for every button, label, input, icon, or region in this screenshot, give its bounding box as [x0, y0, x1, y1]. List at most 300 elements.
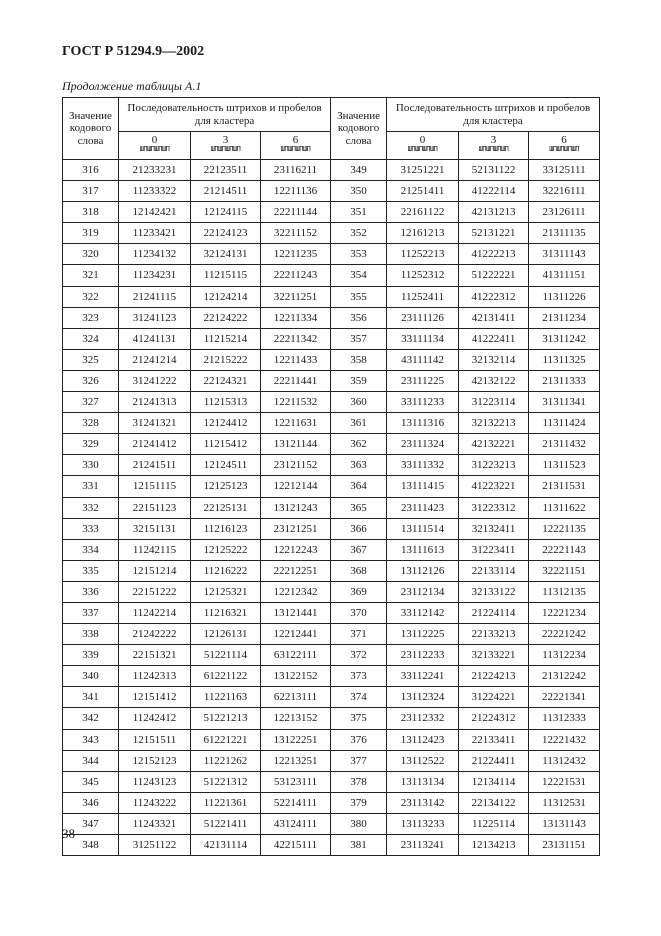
sequence-cell: 22161122	[387, 202, 459, 223]
codeword-cell: 326	[63, 370, 119, 391]
sequence-cell: 12212144	[261, 476, 331, 497]
sequence-cell: 31241222	[119, 370, 191, 391]
sequence-cell: 22212251	[261, 560, 331, 581]
sequence-cell: 12211433	[261, 349, 331, 370]
sequence-cell: 21311432	[529, 434, 600, 455]
cluster-0-right: 0 ШПШПШПШП	[387, 132, 459, 160]
codeword-cell: 336	[63, 581, 119, 602]
codeword-cell: 365	[331, 497, 387, 518]
sequence-cell: 22221341	[529, 687, 600, 708]
sequence-cell: 33111134	[387, 328, 459, 349]
sequence-cell: 31224221	[459, 687, 529, 708]
codeword-cell: 363	[331, 455, 387, 476]
sequence-cell: 32216111	[529, 181, 600, 202]
codeword-cell: 316	[63, 160, 119, 181]
sequence-cell: 21224411	[459, 750, 529, 771]
sequence-cell: 12211631	[261, 413, 331, 434]
page-number: 38	[62, 826, 75, 841]
sequence-cell: 52214111	[261, 792, 331, 813]
table-row	[63, 539, 600, 560]
table-row	[63, 771, 600, 792]
sequence-cell: 23112332	[387, 708, 459, 729]
codeword-cell: 375	[331, 708, 387, 729]
sequence-cell: 42131411	[459, 307, 529, 328]
sequence-cell: 31251221	[387, 160, 459, 181]
sequence-cell: 33112241	[387, 666, 459, 687]
table-row	[63, 792, 600, 813]
codeword-cell: 354	[331, 265, 387, 286]
sequence-cell: 13122251	[261, 729, 331, 750]
sequence-cell: 21241313	[119, 392, 191, 413]
table-row	[63, 687, 600, 708]
sequence-cell: 13121441	[261, 602, 331, 623]
table-row	[63, 202, 600, 223]
codeword-cell: 358	[331, 349, 387, 370]
sequence-cell: 22151222	[119, 581, 191, 602]
sequence-cell: 23116211	[261, 160, 331, 181]
sequence-cell: 12212441	[261, 624, 331, 645]
codeword-cell: 381	[331, 835, 387, 856]
sequence-cell: 12134114	[459, 771, 529, 792]
codeword-cell: 320	[63, 244, 119, 265]
sequence-cell: 33111332	[387, 455, 459, 476]
codeword-cell: 325	[63, 349, 119, 370]
table-header-row	[63, 98, 600, 132]
sequence-cell: 21241412	[119, 434, 191, 455]
sequence-cell: 32132114	[459, 349, 529, 370]
table-row	[63, 160, 600, 181]
sequence-cell: 42215111	[261, 835, 331, 856]
sequence-cell: 22124222	[191, 307, 261, 328]
sequence-cell: 12211532	[261, 392, 331, 413]
sequence-cell: 11216222	[191, 560, 261, 581]
header-codeword-right: Значение кодового слова	[331, 98, 387, 160]
sequence-cell: 13112324	[387, 687, 459, 708]
sequence-cell: 11312531	[529, 792, 600, 813]
sequence-cell: 12221234	[529, 602, 600, 623]
sequence-cell: 42132221	[459, 434, 529, 455]
codeword-cell: 328	[63, 413, 119, 434]
sequence-cell: 11311226	[529, 286, 600, 307]
table-row	[63, 328, 600, 349]
sequence-cell: 11215313	[191, 392, 261, 413]
sequence-cell: 12134213	[459, 835, 529, 856]
sequence-cell: 63122111	[261, 645, 331, 666]
codeword-cell: 350	[331, 181, 387, 202]
sequence-cell: 13113233	[387, 813, 459, 834]
sequence-cell: 21224312	[459, 708, 529, 729]
sequence-cell: 11312432	[529, 750, 600, 771]
codeword-cell: 340	[63, 666, 119, 687]
sequence-cell: 32211251	[261, 286, 331, 307]
sequence-cell: 22211243	[261, 265, 331, 286]
sequence-cell: 21214511	[191, 181, 261, 202]
sequence-cell: 23131151	[529, 835, 600, 856]
codeword-cell: 330	[63, 455, 119, 476]
codeword-cell: 346	[63, 792, 119, 813]
codeword-cell: 335	[63, 560, 119, 581]
sequence-cell: 53123111	[261, 771, 331, 792]
sequence-cell: 21215222	[191, 349, 261, 370]
table-body	[63, 160, 600, 856]
table-row	[63, 413, 600, 434]
codeword-cell: 329	[63, 434, 119, 455]
sequence-cell: 12126131	[191, 624, 261, 645]
sequence-cell: 11242412	[119, 708, 191, 729]
codeword-cell: 332	[63, 497, 119, 518]
codeword-cell: 359	[331, 370, 387, 391]
sequence-cell: 61221122	[191, 666, 261, 687]
table-row	[63, 392, 600, 413]
sequence-cell: 12125321	[191, 581, 261, 602]
sequence-cell: 11215214	[191, 328, 261, 349]
codeword-cell: 374	[331, 687, 387, 708]
sequence-cell: 31223312	[459, 497, 529, 518]
codeword-cell: 379	[331, 792, 387, 813]
table-row	[63, 602, 600, 623]
sequence-cell: 11311424	[529, 413, 600, 434]
sequence-cell: 32133122	[459, 581, 529, 602]
sequence-cell: 12125123	[191, 476, 261, 497]
sequence-cell: 12124412	[191, 413, 261, 434]
sequence-cell: 23126111	[529, 202, 600, 223]
codeword-cell: 331	[63, 476, 119, 497]
sequence-cell: 11252411	[387, 286, 459, 307]
sequence-cell: 12124214	[191, 286, 261, 307]
sequence-cell: 12151115	[119, 476, 191, 497]
codeword-cell: 341	[63, 687, 119, 708]
codeword-cell: 357	[331, 328, 387, 349]
sequence-cell: 22221143	[529, 539, 600, 560]
sequence-cell: 12151412	[119, 687, 191, 708]
sequence-cell: 52131122	[459, 160, 529, 181]
sequence-cell: 13111415	[387, 476, 459, 497]
codeword-cell: 323	[63, 307, 119, 328]
sequence-cell: 13112423	[387, 729, 459, 750]
sequence-cell: 12125222	[191, 539, 261, 560]
sequence-cell: 12212342	[261, 581, 331, 602]
sequence-cell: 22211342	[261, 328, 331, 349]
table-row	[63, 560, 600, 581]
sequence-cell: 22151321	[119, 645, 191, 666]
sequence-cell: 23111324	[387, 434, 459, 455]
codeword-cell: 339	[63, 645, 119, 666]
codeword-cell: 371	[331, 624, 387, 645]
codeword-cell: 347	[63, 813, 119, 834]
sequence-cell: 22151123	[119, 497, 191, 518]
sequence-cell: 22211441	[261, 370, 331, 391]
sequence-cell: 11252312	[387, 265, 459, 286]
codeword-cell: 356	[331, 307, 387, 328]
codeword-cell: 368	[331, 560, 387, 581]
sequence-cell: 13112126	[387, 560, 459, 581]
sequence-cell: 12211136	[261, 181, 331, 202]
sequence-cell: 13112225	[387, 624, 459, 645]
sequence-cell: 11252213	[387, 244, 459, 265]
sequence-cell: 51221114	[191, 645, 261, 666]
cluster-3-right: 3 ШПШПШПШП	[459, 132, 529, 160]
table-row	[63, 708, 600, 729]
sequence-cell: 11216321	[191, 602, 261, 623]
sequence-cell: 11221262	[191, 750, 261, 771]
sequence-cell: 51221213	[191, 708, 261, 729]
codeword-cell: 349	[331, 160, 387, 181]
sequence-cell: 12152123	[119, 750, 191, 771]
sequence-cell: 52131221	[459, 223, 529, 244]
table-row	[63, 645, 600, 666]
codeword-cell: 376	[331, 729, 387, 750]
table-row	[63, 181, 600, 202]
table-row	[63, 349, 600, 370]
sequence-cell: 42132122	[459, 370, 529, 391]
codeword-cell: 353	[331, 244, 387, 265]
sequence-cell: 42131213	[459, 202, 529, 223]
codeword-table	[62, 97, 600, 856]
sequence-cell: 21241511	[119, 455, 191, 476]
sequence-cell: 33111233	[387, 392, 459, 413]
codeword-cell: 333	[63, 518, 119, 539]
sequence-cell: 22125131	[191, 497, 261, 518]
codeword-cell: 344	[63, 750, 119, 771]
sequence-cell: 32133221	[459, 645, 529, 666]
header-codeword-left: Значение кодового слова	[63, 98, 119, 160]
sequence-cell: 31241123	[119, 307, 191, 328]
sequence-cell: 22134122	[459, 792, 529, 813]
codeword-cell: 348	[63, 835, 119, 856]
codeword-cell: 361	[331, 413, 387, 434]
codeword-cell: 321	[63, 265, 119, 286]
sequence-cell: 21311531	[529, 476, 600, 497]
sequence-cell: 21242222	[119, 624, 191, 645]
sequence-cell: 31311341	[529, 392, 600, 413]
sequence-cell: 32124131	[191, 244, 261, 265]
sequence-cell: 22133213	[459, 624, 529, 645]
sequence-cell: 12161213	[387, 223, 459, 244]
sequence-cell: 21311135	[529, 223, 600, 244]
codeword-cell: 318	[63, 202, 119, 223]
sequence-cell: 12213251	[261, 750, 331, 771]
table-row	[63, 835, 600, 856]
table-caption: Продолжение таблицы А.1	[62, 79, 202, 93]
table-row	[63, 434, 600, 455]
sequence-cell: 31251122	[119, 835, 191, 856]
table-row	[63, 624, 600, 645]
sequence-cell: 12221135	[529, 518, 600, 539]
codeword-cell: 319	[63, 223, 119, 244]
cluster-3-left: 3 ШПШПШПШП	[191, 132, 261, 160]
sequence-cell: 11243123	[119, 771, 191, 792]
table-row	[63, 455, 600, 476]
sequence-cell: 12151511	[119, 729, 191, 750]
codeword-cell: 345	[63, 771, 119, 792]
sequence-cell: 12124115	[191, 202, 261, 223]
codeword-cell: 355	[331, 286, 387, 307]
table-row	[63, 244, 600, 265]
sequence-cell: 22124321	[191, 370, 261, 391]
sequence-cell: 11242214	[119, 602, 191, 623]
sequence-cell: 22133114	[459, 560, 529, 581]
sequence-cell: 12221531	[529, 771, 600, 792]
sequence-cell: 31223411	[459, 539, 529, 560]
sequence-cell: 12212243	[261, 539, 331, 560]
sequence-cell: 23113241	[387, 835, 459, 856]
codeword-cell: 369	[331, 581, 387, 602]
sequence-cell: 21233231	[119, 160, 191, 181]
sequence-cell: 11225114	[459, 813, 529, 834]
codeword-cell: 367	[331, 539, 387, 560]
sequence-cell: 13121144	[261, 434, 331, 455]
sequence-cell: 22133411	[459, 729, 529, 750]
sequence-cell: 12151214	[119, 560, 191, 581]
sequence-cell: 32132411	[459, 518, 529, 539]
sequence-cell: 13131143	[529, 813, 600, 834]
sequence-cell: 23111126	[387, 307, 459, 328]
sequence-cell: 11312135	[529, 581, 600, 602]
sequence-cell: 11234231	[119, 265, 191, 286]
sequence-cell: 13113134	[387, 771, 459, 792]
header-sequence-right: Последовательность штрихов и пробелов для кластера	[387, 98, 600, 132]
table-row	[63, 476, 600, 497]
sequence-cell: 41222114	[459, 181, 529, 202]
codeword-cell: 366	[331, 518, 387, 539]
sequence-cell: 41222312	[459, 286, 529, 307]
sequence-cell: 31223213	[459, 455, 529, 476]
codeword-cell: 317	[63, 181, 119, 202]
table-row	[63, 581, 600, 602]
sequence-cell: 21241214	[119, 349, 191, 370]
sequence-cell: 22123511	[191, 160, 261, 181]
sequence-cell: 12221432	[529, 729, 600, 750]
sequence-cell: 21224213	[459, 666, 529, 687]
sequence-cell: 22211144	[261, 202, 331, 223]
sequence-cell: 12211334	[261, 307, 331, 328]
sequence-cell: 41222411	[459, 328, 529, 349]
cluster-6-left: 6 ШПШПШПШП	[261, 132, 331, 160]
document-title: ГОСТ Р 51294.9—2002	[62, 44, 205, 59]
sequence-cell: 11221361	[191, 792, 261, 813]
sequence-cell: 21311333	[529, 370, 600, 391]
sequence-cell: 12211235	[261, 244, 331, 265]
sequence-cell: 51222221	[459, 265, 529, 286]
table-row	[63, 286, 600, 307]
sequence-cell: 31241321	[119, 413, 191, 434]
table-row	[63, 813, 600, 834]
codeword-cell: 364	[331, 476, 387, 497]
sequence-cell: 32221151	[529, 560, 600, 581]
sequence-cell: 51221312	[191, 771, 261, 792]
codeword-cell: 351	[331, 202, 387, 223]
sequence-cell: 21224114	[459, 602, 529, 623]
header-sequence-left: Последовательность штрихов и пробелов для кластера	[119, 98, 331, 132]
sequence-cell: 31311143	[529, 244, 600, 265]
table-row	[63, 518, 600, 539]
sequence-cell: 23121251	[261, 518, 331, 539]
sequence-cell: 11243321	[119, 813, 191, 834]
sequence-cell: 23112134	[387, 581, 459, 602]
table-row	[63, 729, 600, 750]
codeword-cell: 378	[331, 771, 387, 792]
sequence-cell: 11311523	[529, 455, 600, 476]
codeword-cell: 380	[331, 813, 387, 834]
codeword-cell: 370	[331, 602, 387, 623]
codeword-cell: 377	[331, 750, 387, 771]
sequence-cell: 13112522	[387, 750, 459, 771]
sequence-cell: 13111316	[387, 413, 459, 434]
codeword-cell: 338	[63, 624, 119, 645]
sequence-cell: 23111225	[387, 370, 459, 391]
table-row	[63, 265, 600, 286]
sequence-cell: 51221411	[191, 813, 261, 834]
table-row	[63, 307, 600, 328]
sequence-cell: 41222213	[459, 244, 529, 265]
sequence-cell: 11242115	[119, 539, 191, 560]
codeword-cell: 360	[331, 392, 387, 413]
sequence-cell: 12142421	[119, 202, 191, 223]
sequence-cell: 43124111	[261, 813, 331, 834]
sequence-cell: 32151131	[119, 518, 191, 539]
sequence-cell: 13111514	[387, 518, 459, 539]
sequence-cell: 13111613	[387, 539, 459, 560]
codeword-cell: 373	[331, 666, 387, 687]
codeword-cell: 322	[63, 286, 119, 307]
sequence-cell: 13122152	[261, 666, 331, 687]
sequence-cell: 11221163	[191, 687, 261, 708]
sequence-cell: 31223114	[459, 392, 529, 413]
sequence-cell: 61221221	[191, 729, 261, 750]
sequence-cell: 41223221	[459, 476, 529, 497]
cluster-6-right: 6 ШПШПШПШП	[529, 132, 600, 160]
sequence-cell: 43111142	[387, 349, 459, 370]
sequence-cell: 11312234	[529, 645, 600, 666]
sequence-cell: 11311622	[529, 497, 600, 518]
sequence-cell: 23121152	[261, 455, 331, 476]
codeword-cell: 327	[63, 392, 119, 413]
sequence-cell: 41241131	[119, 328, 191, 349]
codeword-cell: 334	[63, 539, 119, 560]
sequence-cell: 23113142	[387, 792, 459, 813]
codeword-cell: 343	[63, 729, 119, 750]
sequence-cell: 33125111	[529, 160, 600, 181]
sequence-cell: 11234132	[119, 244, 191, 265]
sequence-cell: 21311234	[529, 307, 600, 328]
sequence-cell: 21312242	[529, 666, 600, 687]
sequence-cell: 22221242	[529, 624, 600, 645]
table-row	[63, 750, 600, 771]
sequence-cell: 21251411	[387, 181, 459, 202]
sequence-cell: 21241115	[119, 286, 191, 307]
sequence-cell: 42131114	[191, 835, 261, 856]
sequence-cell: 23112233	[387, 645, 459, 666]
codeword-cell: 342	[63, 708, 119, 729]
sequence-cell: 11215412	[191, 434, 261, 455]
table-row	[63, 497, 600, 518]
codeword-cell: 362	[331, 434, 387, 455]
sequence-cell: 11233322	[119, 181, 191, 202]
cluster-0-left: 0 ШПШПШПШП	[119, 132, 191, 160]
codeword-cell: 324	[63, 328, 119, 349]
sequence-cell: 12124511	[191, 455, 261, 476]
sequence-cell: 23111423	[387, 497, 459, 518]
table-row	[63, 370, 600, 391]
sequence-cell: 11243222	[119, 792, 191, 813]
codeword-cell: 372	[331, 645, 387, 666]
sequence-cell: 31311242	[529, 328, 600, 349]
sequence-cell: 11233421	[119, 223, 191, 244]
sequence-cell: 11215115	[191, 265, 261, 286]
codeword-cell: 352	[331, 223, 387, 244]
sequence-cell: 22124123	[191, 223, 261, 244]
table-row	[63, 223, 600, 244]
